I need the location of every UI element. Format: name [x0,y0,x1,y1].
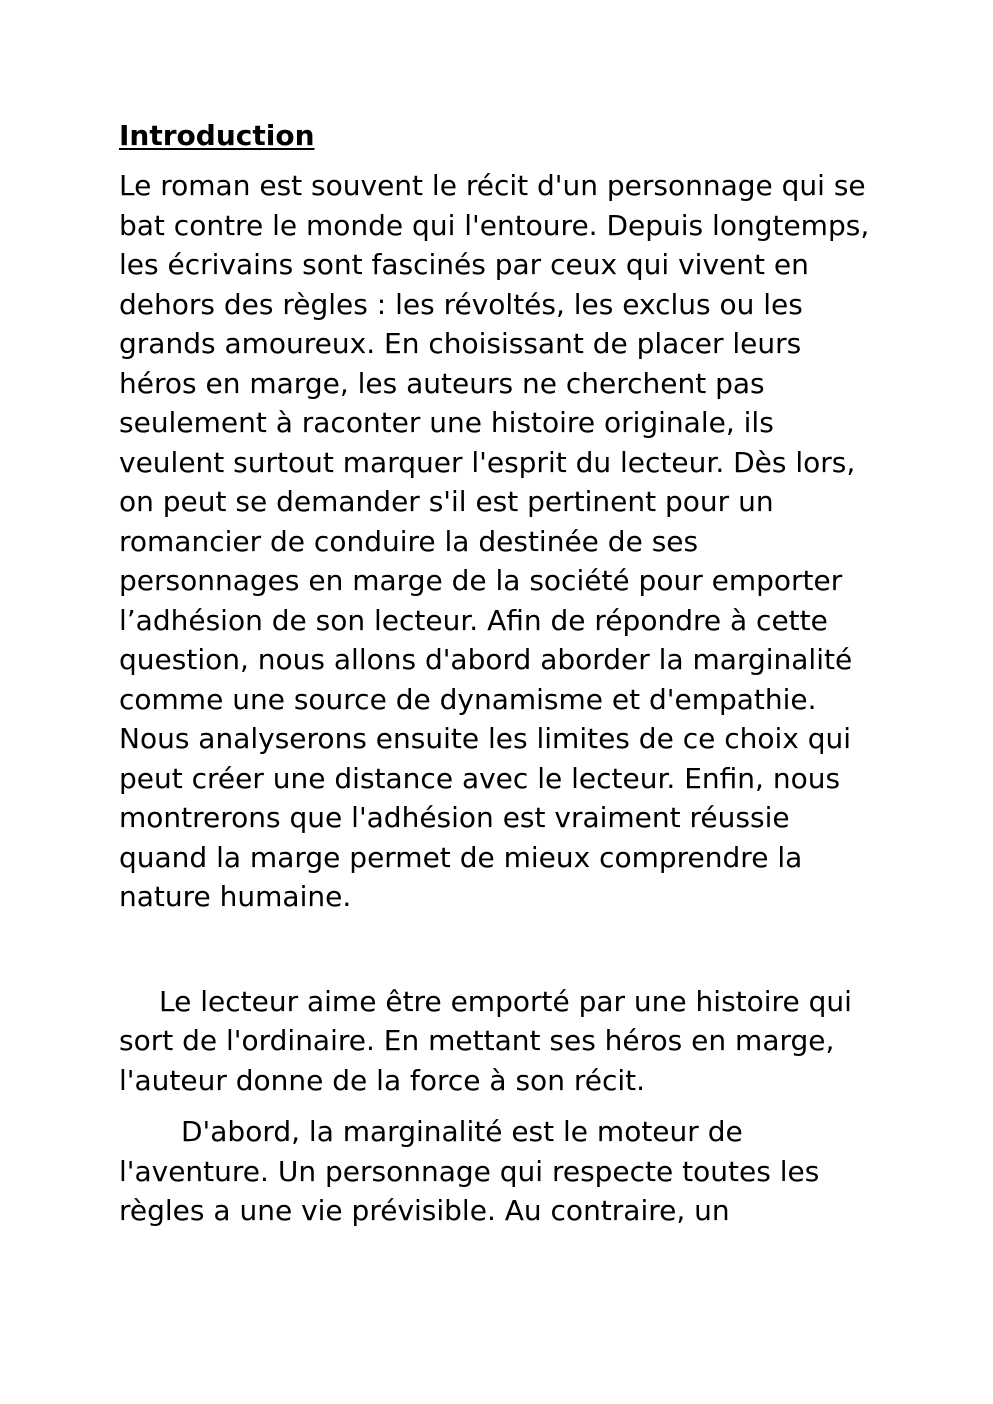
section-heading: Introduction [119,119,315,152]
paragraph-introduction: Le roman est souvent le récit d'un personnage qui se bat contre le monde qui l'entoure. Depuis longtemps, les écrivains sont fascinés par ceux qui vivent en dehors des règles : les révoltés, les exclus ou les grands amoureux. En choisissant de placer leurs héros en marge, les auteurs ne cherchent pas seulement à raconter une histoire originale, ils veulent surtout marquer l'esprit du lecteur. Dès lors, on peut se demander s'il est pertinent pour un romancier de conduire la destinée de ses personnages en marge de la société pour emporter l’adhésion de son lecteur. Afin de répondre à cette question, nous allons d'abord aborder la marginalité comme une source de dynamisme et d'empathie. Nous analyserons ensuite les limites de ce choix qui peut créer une distance avec le lecteur. Enfin, nous montrerons que l'adhésion est vraiment réussie quand la marge permet de mieux comprendre la nature humaine. [119,169,870,913]
paragraph-part-one-intro: Le lecteur aime être emporté par une histoire qui sort de l'ordinaire. En mettant ses héros en marge, l'auteur donne de la force à son récit. [119,984,852,1097]
paragraph-first-argument: D'abord, la marginalité est le moteur de l'aventure. Un personnage qui respecte toutes les règles a une vie prévisible. Au contraire, un [119,1115,820,1227]
document-body [119,116,884,1231]
